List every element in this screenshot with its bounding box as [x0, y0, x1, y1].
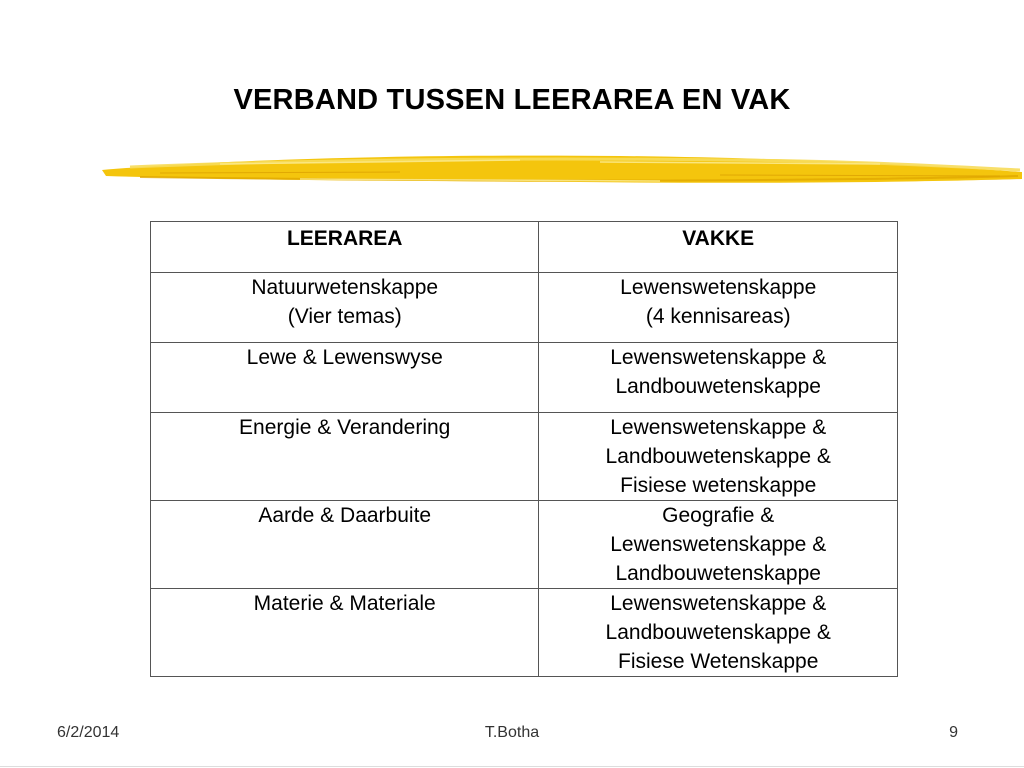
cell-line: Lewenswetenskappe &: [610, 346, 827, 369]
cell-line: Materie & Materiale: [253, 592, 436, 615]
cell-line: Geografie &: [662, 504, 775, 527]
cell-line: Fisiese wetenskappe: [620, 474, 817, 497]
leerarea-cell: [151, 501, 539, 589]
cell-line: Landbouwetenskappe: [615, 562, 821, 585]
footer-author: T.Botha: [484, 724, 540, 741]
footer-date: 6/2/2014: [57, 724, 120, 741]
leerarea-cell: [151, 589, 539, 677]
slide-title: VERBAND TUSSEN LEERAREA EN VAK: [233, 84, 791, 116]
cell-line: Landbouwetenskappe &: [605, 445, 831, 468]
table-row: [151, 343, 898, 413]
table-row: [151, 501, 898, 589]
vakke-cell: [539, 501, 898, 589]
vakke-cell: [539, 589, 898, 677]
cell-line: Lewenswetenskappe &: [610, 533, 827, 556]
table-header-row: [151, 222, 898, 273]
cell-line: Lewenswetenskappe &: [610, 416, 827, 439]
leerarea-cell: [151, 413, 539, 501]
cell-line: Natuurwetenskappe: [251, 276, 439, 299]
cell-line: Landbouwetenskappe &: [605, 621, 831, 644]
cell-line: Lewenswetenskappe: [620, 276, 817, 299]
header-leerarea: LEERAREA: [151, 222, 539, 273]
cell-line: (4 kennisareas): [645, 305, 791, 328]
cell-line: Landbouwetenskappe: [615, 375, 821, 398]
bottom-divider: [0, 766, 1024, 767]
header-vakke: VAKKE: [539, 222, 898, 273]
cell-line: (Vier temas): [287, 305, 402, 328]
cell-line: Energie & Verandering: [239, 416, 451, 439]
table-row: [151, 589, 898, 677]
yellow-brush-stroke: [100, 146, 1024, 188]
vakke-cell: [539, 413, 898, 501]
table-row: [151, 273, 898, 343]
cell-line: Aarde & Daarbuite: [258, 504, 432, 527]
vakke-cell: [539, 343, 898, 413]
cell-line: Fisiese Wetenskappe: [618, 650, 819, 673]
leerarea-cell: [151, 273, 539, 343]
vakke-cell: [539, 273, 898, 343]
table-row: [151, 413, 898, 501]
footer-page-number: 9: [949, 724, 958, 741]
cell-line: Lewenswetenskappe &: [610, 592, 827, 615]
leerarea-vakke-table: [150, 221, 898, 677]
leerarea-cell: [151, 343, 539, 413]
cell-line: Lewe & Lewenswyse: [246, 346, 443, 369]
